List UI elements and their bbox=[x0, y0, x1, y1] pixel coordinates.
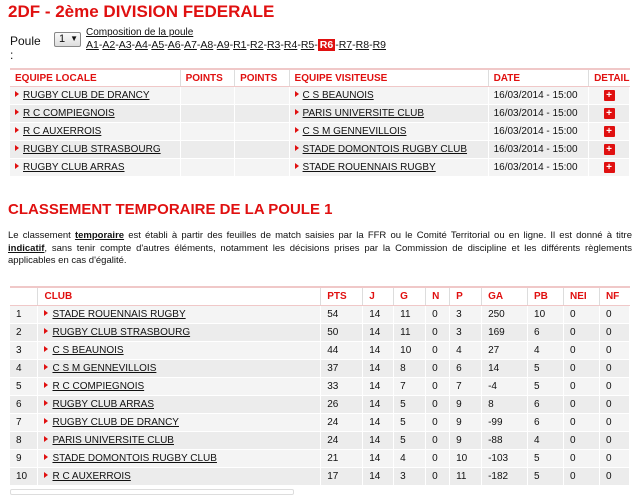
ranking-nei-cell: 0 bbox=[563, 324, 599, 342]
home-points bbox=[180, 87, 234, 105]
round-link-r6[interactable]: R6 bbox=[319, 39, 334, 51]
home-team-cell[interactable] bbox=[10, 105, 180, 123]
ranking-row bbox=[10, 468, 630, 486]
away-points bbox=[235, 159, 289, 177]
round-separator: - bbox=[352, 39, 356, 51]
away-points bbox=[235, 105, 289, 123]
ranking-row bbox=[10, 324, 630, 342]
ranking-g-cell: 3 bbox=[394, 468, 426, 486]
ranking-j-cell: 14 bbox=[363, 360, 394, 378]
ranking-g-cell: 10 bbox=[394, 342, 426, 360]
ranking-nf-cell: 0 bbox=[599, 306, 629, 324]
ranking-pts-cell: 21 bbox=[321, 450, 363, 468]
round-link-r4[interactable]: R4 bbox=[283, 39, 298, 51]
ranking-row bbox=[10, 414, 630, 432]
away-points bbox=[235, 87, 289, 105]
ranking-g-cell: 11 bbox=[394, 306, 426, 324]
ranking-club-cell[interactable] bbox=[38, 378, 321, 396]
round-separator: - bbox=[115, 39, 119, 51]
ranking-g-cell: 7 bbox=[394, 378, 426, 396]
detail-cell bbox=[589, 123, 630, 141]
ranking-p-cell: 9 bbox=[450, 396, 482, 414]
ranking-pb-cell: 4 bbox=[528, 432, 564, 450]
club-link[interactable]: PARIS UNIVERSITE CLUB bbox=[52, 435, 174, 446]
round-link-a6[interactable]: A6 bbox=[167, 39, 181, 51]
ranking-nei-cell: 0 bbox=[563, 378, 599, 396]
ranking-rank-cell: 9 bbox=[10, 450, 38, 468]
round-separator: - bbox=[213, 39, 217, 51]
ranking-p-cell: 10 bbox=[450, 450, 482, 468]
ranking-nf-cell: 0 bbox=[599, 396, 629, 414]
col-away: EQUIPE VISITEUSE bbox=[289, 69, 488, 87]
round-separator: - bbox=[314, 39, 318, 51]
ranking-club-cell[interactable] bbox=[38, 432, 321, 450]
home-points bbox=[180, 123, 234, 141]
match-date: 16/03/2014 - 15:00 bbox=[488, 123, 589, 141]
ranking-pb-cell: 6 bbox=[528, 324, 564, 342]
home-points bbox=[180, 105, 234, 123]
home-team-link[interactable]: RUGBY CLUB STRASBOURG bbox=[23, 144, 161, 155]
ranking-club-cell[interactable] bbox=[38, 450, 321, 468]
ranking-pts-cell: 24 bbox=[321, 432, 363, 450]
ranking-club-cell[interactable] bbox=[38, 468, 321, 486]
round-link-a7[interactable]: A7 bbox=[184, 39, 197, 51]
ranking-table bbox=[10, 286, 630, 486]
home-team-cell[interactable] bbox=[10, 123, 180, 141]
round-link-a2[interactable]: A2 bbox=[102, 39, 116, 51]
ranking-title: CLASSEMENT TEMPORAIRE DE LA POULE 1 bbox=[8, 201, 333, 218]
ranking-nei-cell: 0 bbox=[563, 432, 599, 450]
club-link[interactable]: STADE DOMONTOIS RUGBY CLUB bbox=[52, 453, 217, 464]
match-row bbox=[10, 105, 630, 123]
ranking-g-cell: 5 bbox=[394, 414, 426, 432]
detail-cell bbox=[589, 105, 630, 123]
col-home: EQUIPE LOCALE bbox=[10, 69, 180, 87]
home-team-cell[interactable] bbox=[10, 159, 180, 177]
match-row bbox=[10, 141, 630, 159]
round-separator: - bbox=[164, 39, 168, 51]
arrow-right-icon bbox=[295, 109, 299, 115]
ranking-p-cell: 4 bbox=[450, 342, 482, 360]
match-date: 16/03/2014 - 15:00 bbox=[488, 87, 589, 105]
home-team-link[interactable]: RUGBY CLUB ARRAS bbox=[23, 162, 125, 173]
ranking-g-cell: 8 bbox=[394, 360, 426, 378]
detail-cell bbox=[589, 159, 630, 177]
arrow-right-icon bbox=[44, 436, 48, 442]
club-link[interactable]: RUGBY CLUB DE DRANCY bbox=[52, 417, 179, 428]
ranking-pts-cell: 44 bbox=[321, 342, 363, 360]
match-date: 16/03/2014 - 15:00 bbox=[488, 141, 589, 159]
ranking-col-p: P bbox=[450, 287, 482, 306]
ranking-pts-cell: 17 bbox=[321, 468, 363, 486]
club-link[interactable]: C S M GENNEVILLOIS bbox=[52, 363, 157, 374]
round-separator: - bbox=[280, 39, 284, 51]
match-date: 16/03/2014 - 15:00 bbox=[488, 159, 589, 177]
away-team-link[interactable]: PARIS UNIVERSITE CLUB bbox=[302, 108, 425, 119]
ranking-g-cell: 5 bbox=[394, 396, 426, 414]
home-team-cell[interactable] bbox=[10, 87, 180, 105]
ranking-ga-cell: 169 bbox=[482, 324, 528, 342]
matches-table bbox=[10, 68, 630, 177]
arrow-right-icon bbox=[15, 109, 19, 115]
round-separator: - bbox=[229, 39, 234, 51]
ranking-club-cell[interactable] bbox=[38, 306, 321, 324]
round-link-r7[interactable]: R7 bbox=[338, 39, 353, 51]
ranking-pts-cell: 37 bbox=[321, 360, 363, 378]
rounds-nav bbox=[86, 39, 386, 51]
ranking-ga-cell: 250 bbox=[482, 306, 528, 324]
home-team-link[interactable]: RUGBY CLUB DE DRANCY bbox=[23, 90, 150, 101]
ranking-ga-cell: 8 bbox=[482, 396, 528, 414]
ranking-club-cell[interactable] bbox=[38, 342, 321, 360]
round-link-r8[interactable]: R8 bbox=[355, 39, 370, 51]
ranking-col-pb: PB bbox=[528, 287, 564, 306]
ranking-n-cell: 0 bbox=[426, 432, 450, 450]
ranking-j-cell: 14 bbox=[363, 396, 394, 414]
arrow-right-icon bbox=[15, 163, 19, 169]
plus-icon[interactable]: + bbox=[604, 162, 615, 173]
ranking-club-cell[interactable] bbox=[38, 324, 321, 342]
ranking-nf-cell: 0 bbox=[599, 360, 629, 378]
club-link[interactable]: R C AUXERROIS bbox=[52, 471, 131, 482]
match-row bbox=[10, 123, 630, 141]
ranking-n-cell: 0 bbox=[426, 342, 450, 360]
ranking-nei-cell: 0 bbox=[563, 342, 599, 360]
arrow-right-icon bbox=[295, 127, 299, 133]
round-link-a3[interactable]: A3 bbox=[118, 39, 132, 51]
ranking-pb-cell: 5 bbox=[528, 468, 564, 486]
ranking-rank-cell: 5 bbox=[10, 378, 38, 396]
away-team-cell[interactable] bbox=[289, 105, 488, 123]
away-team-cell[interactable] bbox=[289, 141, 488, 159]
ranking-n-cell: 0 bbox=[426, 378, 450, 396]
ranking-nf-cell: 0 bbox=[599, 378, 629, 396]
away-points bbox=[235, 141, 289, 159]
round-link-r2[interactable]: R2 bbox=[250, 39, 264, 51]
ranking-g-cell: 5 bbox=[394, 432, 426, 450]
ranking-col-n: N bbox=[426, 287, 450, 306]
col-points-home: POINTS bbox=[180, 69, 234, 87]
ranking-p-cell: 11 bbox=[450, 468, 482, 486]
arrow-right-icon bbox=[44, 472, 48, 478]
away-team-cell[interactable] bbox=[289, 87, 488, 105]
ranking-col-rank bbox=[10, 287, 38, 306]
round-separator: - bbox=[147, 39, 152, 51]
round-separator: - bbox=[180, 39, 185, 51]
round-separator: - bbox=[297, 39, 301, 51]
ranking-pb-cell: 5 bbox=[528, 450, 564, 468]
ranking-rank-cell: 1 bbox=[10, 306, 38, 324]
plus-icon[interactable]: + bbox=[604, 108, 615, 119]
ranking-col-g: G bbox=[394, 287, 426, 306]
ranking-nf-cell: 0 bbox=[599, 342, 629, 360]
ranking-pb-cell: 6 bbox=[528, 414, 564, 432]
ranking-p-cell: 6 bbox=[450, 360, 482, 378]
ranking-club-cell[interactable] bbox=[38, 396, 321, 414]
ranking-p-cell: 9 bbox=[450, 414, 482, 432]
arrow-right-icon bbox=[44, 346, 48, 352]
away-team-link[interactable]: STADE DOMONTOIS RUGBY CLUB bbox=[302, 144, 468, 155]
ranking-row bbox=[10, 342, 630, 360]
round-link-a5[interactable]: A5 bbox=[151, 39, 165, 51]
arrow-right-icon bbox=[15, 91, 19, 97]
ranking-nf-cell: 0 bbox=[599, 450, 629, 468]
ranking-j-cell: 14 bbox=[363, 450, 394, 468]
plus-icon[interactable]: + bbox=[604, 90, 615, 101]
club-link[interactable]: RUGBY CLUB ARRAS bbox=[52, 399, 154, 410]
ranking-col-nf: NF bbox=[599, 287, 629, 306]
ranking-g-cell: 11 bbox=[394, 324, 426, 342]
ranking-row bbox=[10, 378, 630, 396]
ranking-row bbox=[10, 432, 630, 450]
ranking-pb-cell: 6 bbox=[528, 396, 564, 414]
round-link-r5[interactable]: R5 bbox=[300, 39, 315, 51]
ranking-nei-cell: 0 bbox=[563, 396, 599, 414]
ranking-rank-cell: 2 bbox=[10, 324, 38, 342]
round-separator: - bbox=[246, 39, 251, 51]
ranking-p-cell: 7 bbox=[450, 378, 482, 396]
ranking-nei-cell: 0 bbox=[563, 360, 599, 378]
ranking-col-pts: PTS bbox=[321, 287, 363, 306]
ranking-j-cell: 14 bbox=[363, 324, 394, 342]
ranking-n-cell: 0 bbox=[426, 306, 450, 324]
ranking-ga-cell: -88 bbox=[482, 432, 528, 450]
ranking-rank-cell: 7 bbox=[10, 414, 38, 432]
ranking-col-nei: NEI bbox=[563, 287, 599, 306]
ranking-col-j: J bbox=[363, 287, 394, 306]
match-row bbox=[10, 87, 630, 105]
ranking-nf-cell: 0 bbox=[599, 468, 629, 486]
ranking-rank-cell: 6 bbox=[10, 396, 38, 414]
poule-label: Poule : bbox=[10, 34, 41, 62]
ranking-p-cell: 9 bbox=[450, 432, 482, 450]
ranking-rank-cell: 4 bbox=[10, 360, 38, 378]
ranking-pb-cell: 5 bbox=[528, 378, 564, 396]
round-separator: - bbox=[335, 39, 339, 51]
home-team-link[interactable]: R C AUXERROIS bbox=[23, 126, 102, 137]
ranking-n-cell: 0 bbox=[426, 414, 450, 432]
arrow-right-icon bbox=[15, 127, 19, 133]
home-points bbox=[180, 159, 234, 177]
ranking-ga-cell: -99 bbox=[482, 414, 528, 432]
ranking-row bbox=[10, 396, 630, 414]
arrow-right-icon bbox=[44, 382, 48, 388]
club-link[interactable]: R C COMPIEGNOIS bbox=[52, 381, 145, 392]
arrow-right-icon bbox=[44, 310, 48, 316]
ranking-pts-cell: 24 bbox=[321, 414, 363, 432]
col-detail: DETAIL bbox=[589, 69, 630, 87]
ranking-j-cell: 14 bbox=[363, 342, 394, 360]
arrow-right-icon bbox=[44, 328, 48, 334]
ranking-j-cell: 14 bbox=[363, 414, 394, 432]
ranking-n-cell: 0 bbox=[426, 450, 450, 468]
round-separator: - bbox=[196, 39, 201, 51]
ranking-n-cell: 0 bbox=[426, 396, 450, 414]
ranking-ga-cell: -4 bbox=[482, 378, 528, 396]
round-link-a9[interactable]: A9 bbox=[216, 39, 230, 51]
match-date: 16/03/2014 - 15:00 bbox=[488, 105, 589, 123]
arrow-right-icon bbox=[44, 454, 48, 460]
arrow-right-icon bbox=[295, 145, 299, 151]
ranking-pb-cell: 5 bbox=[528, 360, 564, 378]
round-link-a4[interactable]: A4 bbox=[135, 39, 148, 51]
round-link-a8[interactable]: A8 bbox=[200, 39, 214, 51]
ranking-ga-cell: 14 bbox=[482, 360, 528, 378]
home-team-cell[interactable] bbox=[10, 141, 180, 159]
ranking-p-cell: 3 bbox=[450, 324, 482, 342]
scrollbar[interactable] bbox=[10, 489, 294, 495]
arrow-right-icon bbox=[295, 91, 299, 97]
plus-icon[interactable]: + bbox=[604, 126, 615, 137]
ranking-row bbox=[10, 306, 630, 324]
ranking-n-cell: 0 bbox=[426, 360, 450, 378]
arrow-right-icon bbox=[44, 400, 48, 406]
arrow-right-icon bbox=[295, 163, 299, 169]
round-link-r3[interactable]: R3 bbox=[266, 39, 281, 51]
ranking-ga-cell: 27 bbox=[482, 342, 528, 360]
ranking-nei-cell: 0 bbox=[563, 450, 599, 468]
round-separator: - bbox=[98, 39, 103, 51]
plus-icon[interactable]: + bbox=[604, 144, 615, 155]
away-team-cell[interactable] bbox=[289, 123, 488, 141]
poule-select[interactable]: 1 ▼ bbox=[54, 32, 81, 47]
detail-cell bbox=[589, 141, 630, 159]
home-team-link[interactable]: R C COMPIEGNOIS bbox=[23, 108, 115, 119]
ranking-ga-cell: -182 bbox=[482, 468, 528, 486]
ranking-nei-cell: 0 bbox=[563, 414, 599, 432]
ranking-pts-cell: 26 bbox=[321, 396, 363, 414]
ranking-nei-cell: 0 bbox=[563, 306, 599, 324]
ranking-col-club: CLUB bbox=[38, 287, 321, 306]
ranking-nei-cell: 0 bbox=[563, 468, 599, 486]
club-link[interactable]: C S BEAUNOIS bbox=[52, 345, 124, 356]
ranking-n-cell: 0 bbox=[426, 468, 450, 486]
ranking-ga-cell: -103 bbox=[482, 450, 528, 468]
ranking-club-cell[interactable] bbox=[38, 360, 321, 378]
ranking-j-cell: 14 bbox=[363, 468, 394, 486]
ranking-pts-cell: 33 bbox=[321, 378, 363, 396]
round-link-r1[interactable]: R1 bbox=[233, 39, 247, 51]
club-link[interactable]: STADE ROUENNAIS RUGBY bbox=[52, 309, 186, 320]
ranking-row bbox=[10, 360, 630, 378]
round-link-r9[interactable]: R9 bbox=[372, 39, 387, 51]
ranking-nf-cell: 0 bbox=[599, 414, 629, 432]
col-date: DATE bbox=[488, 69, 589, 87]
ranking-row bbox=[10, 450, 630, 468]
ranking-rank-cell: 3 bbox=[10, 342, 38, 360]
round-link-a1[interactable]: A1 bbox=[86, 39, 99, 51]
ranking-club-cell[interactable] bbox=[38, 414, 321, 432]
ranking-g-cell: 4 bbox=[394, 450, 426, 468]
arrow-right-icon bbox=[15, 145, 19, 151]
ranking-col-ga: GA bbox=[482, 287, 528, 306]
away-team-link[interactable]: STADE ROUENNAIS RUGBY bbox=[302, 162, 436, 173]
arrow-right-icon bbox=[44, 418, 48, 424]
composition-label[interactable]: Composition de la poule bbox=[86, 27, 194, 38]
detail-cell bbox=[589, 87, 630, 105]
away-team-link[interactable]: C S M GENNEVILLOIS bbox=[302, 126, 407, 137]
match-row bbox=[10, 159, 630, 177]
ranking-rank-cell: 8 bbox=[10, 432, 38, 450]
ranking-j-cell: 14 bbox=[363, 378, 394, 396]
away-team-link[interactable]: C S BEAUNOIS bbox=[302, 90, 374, 101]
ranking-pb-cell: 10 bbox=[528, 306, 564, 324]
ranking-nf-cell: 0 bbox=[599, 432, 629, 450]
chevron-down-icon: ▼ bbox=[70, 34, 78, 43]
ranking-j-cell: 14 bbox=[363, 432, 394, 450]
ranking-pts-cell: 54 bbox=[321, 306, 363, 324]
ranking-nf-cell: 0 bbox=[599, 324, 629, 342]
ranking-pb-cell: 4 bbox=[528, 342, 564, 360]
page-title: 2DF - 2ème DIVISION FEDERALE bbox=[8, 2, 275, 21]
round-separator: - bbox=[131, 39, 136, 51]
arrow-right-icon bbox=[44, 364, 48, 370]
ranking-j-cell: 14 bbox=[363, 306, 394, 324]
ranking-p-cell: 3 bbox=[450, 306, 482, 324]
club-link[interactable]: RUGBY CLUB STRASBOURG bbox=[52, 327, 191, 338]
col-points-away: POINTS bbox=[235, 69, 289, 87]
home-points bbox=[180, 141, 234, 159]
ranking-pts-cell: 50 bbox=[321, 324, 363, 342]
round-separator: - bbox=[369, 39, 373, 51]
ranking-description: Le classement temporaire est établi à partir des feuilles de match saisies par la FFR ou le Comité Territorial ou en ligne. Il est donné à titre indicatif, sans tenir compte d'autres éléments, notamment les décisions prises par la Commission de discipline et les différents règlements applicables en cas d'égalité. bbox=[8, 230, 632, 266]
away-team-cell[interactable] bbox=[289, 159, 488, 177]
ranking-n-cell: 0 bbox=[426, 324, 450, 342]
ranking-rank-cell: 10 bbox=[10, 468, 38, 486]
round-separator: - bbox=[263, 39, 267, 51]
away-points bbox=[235, 123, 289, 141]
